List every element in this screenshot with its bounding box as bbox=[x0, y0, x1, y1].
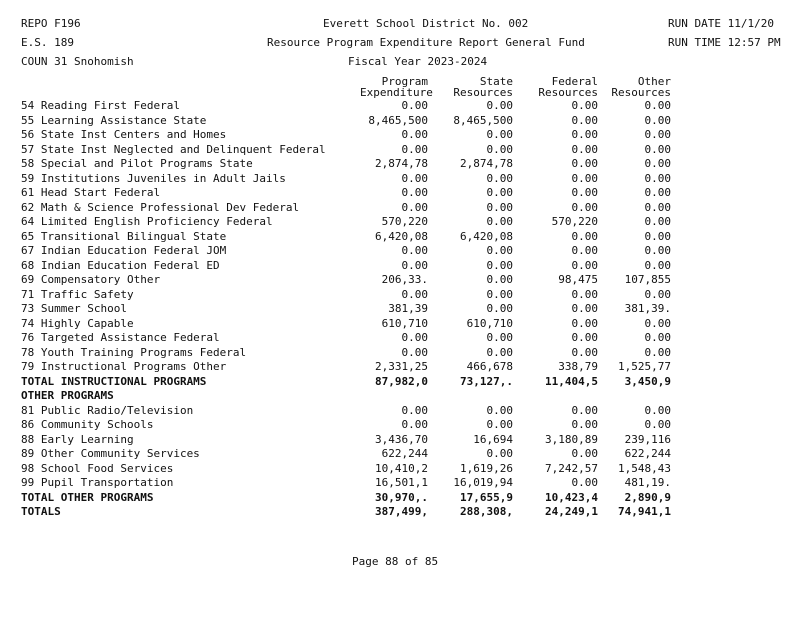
row-label: 58 Special and Pilot Programs State bbox=[21, 157, 253, 170]
cell-federal: 0.00 bbox=[571, 258, 598, 272]
cell-state: 6,420,08 bbox=[460, 229, 513, 243]
row-label: 86 Community Schools bbox=[21, 418, 154, 431]
cell-other: 0.00 bbox=[644, 142, 671, 156]
report-id: REPO F196 bbox=[21, 17, 81, 30]
row-label: 54 Reading First Federal bbox=[21, 99, 180, 112]
column-header-federal: Federal bbox=[551, 75, 598, 88]
cell-program: 610,710 bbox=[381, 316, 428, 330]
cell-program: 0.00 bbox=[401, 287, 428, 301]
run-time: RUN TIME 12:57 PM bbox=[668, 36, 781, 49]
county: COUN 31 Snohomish bbox=[21, 55, 134, 68]
cell-state: 17,655,9 bbox=[460, 490, 513, 504]
cell-federal: 0.00 bbox=[571, 345, 598, 359]
cell-program: 0.00 bbox=[401, 418, 428, 431]
cell-other: 0.00 bbox=[644, 345, 671, 359]
cell-program: 8,465,500 bbox=[368, 113, 428, 127]
cell-state: 0.00 bbox=[486, 258, 513, 272]
cell-state: 2,874,78 bbox=[460, 157, 513, 170]
cell-program: 6,420,08 bbox=[375, 229, 428, 243]
column-header-federal-sub: Resources bbox=[538, 86, 598, 99]
column-header-state: State bbox=[479, 75, 513, 88]
run-date: RUN DATE 11/1/20 bbox=[668, 17, 774, 30]
cell-program: 0.00 bbox=[401, 171, 428, 185]
cell-federal: 10,423,4 bbox=[545, 490, 598, 504]
row-label: TOTALS bbox=[21, 505, 61, 518]
cell-other: 0.00 bbox=[644, 331, 671, 344]
cell-state: 0.00 bbox=[486, 244, 513, 257]
cell-program: 2,331,25 bbox=[375, 360, 428, 373]
cell-federal: 0.00 bbox=[571, 316, 598, 330]
cell-other: 239,116 bbox=[624, 432, 671, 446]
row-label: TOTAL INSTRUCTIONAL PROGRAMS bbox=[21, 374, 207, 388]
cell-federal: 11,404,5 bbox=[545, 374, 598, 388]
cell-state: 0.00 bbox=[486, 331, 513, 344]
cell-federal: 7,242,57 bbox=[545, 461, 598, 475]
cell-state: 0.00 bbox=[486, 215, 513, 228]
cell-other: 0.00 bbox=[644, 99, 671, 112]
row-label: OTHER PROGRAMS bbox=[21, 389, 114, 402]
cell-state: 0.00 bbox=[486, 418, 513, 431]
column-header-program: Program bbox=[381, 75, 428, 88]
cell-program: 87,982,0 bbox=[375, 374, 428, 388]
cell-other: 0.00 bbox=[644, 258, 671, 272]
es-number: E.S. 189 bbox=[21, 36, 74, 49]
cell-program: 0.00 bbox=[401, 99, 428, 112]
cell-program: 30,970,. bbox=[375, 490, 428, 504]
row-label: 71 Traffic Safety bbox=[21, 287, 134, 301]
cell-state: 0.00 bbox=[486, 200, 513, 214]
cell-other: 0.00 bbox=[644, 171, 671, 185]
cell-federal: 0.00 bbox=[571, 418, 598, 431]
row-label: 61 Head Start Federal bbox=[21, 186, 161, 199]
cell-state: 8,465,500 bbox=[453, 113, 513, 127]
cell-state: 0.00 bbox=[486, 447, 513, 460]
cell-other: 0.00 bbox=[644, 200, 671, 214]
row-label: 78 Youth Training Programs Federal bbox=[21, 345, 247, 359]
cell-program: 0.00 bbox=[401, 258, 428, 272]
row-label: TOTAL OTHER PROGRAMS bbox=[21, 490, 154, 504]
cell-federal: 0.00 bbox=[571, 476, 598, 489]
cell-program: 622,244 bbox=[381, 447, 428, 460]
cell-state: 0.00 bbox=[486, 186, 513, 199]
cell-federal: 0.00 bbox=[571, 331, 598, 344]
cell-program: 0.00 bbox=[401, 331, 428, 344]
row-label: 64 Limited English Proficiency Federal bbox=[21, 215, 273, 228]
cell-other: 0.00 bbox=[644, 186, 671, 199]
cell-federal: 570,220 bbox=[551, 215, 598, 228]
cell-other: 0.00 bbox=[644, 403, 671, 417]
row-label: 65 Transitional Bilingual State bbox=[21, 229, 227, 243]
cell-program: 387,499, bbox=[375, 505, 428, 518]
cell-program: 0.00 bbox=[401, 403, 428, 417]
district-name: Everett School District No. 002 bbox=[323, 17, 529, 30]
column-header-program-sub: Expenditure bbox=[360, 86, 433, 99]
cell-other: 381,39. bbox=[624, 302, 671, 315]
cell-federal: 0.00 bbox=[571, 171, 598, 185]
page-number: Page 88 of 85 bbox=[352, 555, 439, 568]
cell-other: 481,19. bbox=[624, 476, 671, 489]
cell-other: 0.00 bbox=[644, 244, 671, 257]
row-label: 99 Pupil Transportation bbox=[21, 476, 174, 489]
cell-federal: 0.00 bbox=[571, 403, 598, 417]
cell-federal: 0.00 bbox=[571, 229, 598, 243]
cell-other: 0.00 bbox=[644, 215, 671, 228]
column-header-state-sub: Resources bbox=[453, 86, 513, 99]
cell-other: 1,548,43 bbox=[618, 461, 671, 475]
cell-other: 622,244 bbox=[624, 447, 671, 460]
cell-program: 0.00 bbox=[401, 345, 428, 359]
cell-state: 73,127,. bbox=[460, 374, 513, 388]
cell-federal: 0.00 bbox=[571, 447, 598, 460]
cell-state: 0.00 bbox=[486, 171, 513, 185]
row-label: 67 Indian Education Federal JOM bbox=[21, 244, 227, 257]
cell-other: 0.00 bbox=[644, 316, 671, 330]
row-label: 62 Math & Science Professional Dev Federal bbox=[21, 200, 300, 214]
cell-state: 288,308, bbox=[460, 505, 513, 518]
cell-state: 1,619,26 bbox=[460, 461, 513, 475]
cell-program: 10,410,2 bbox=[375, 461, 428, 475]
cell-federal: 0.00 bbox=[571, 128, 598, 141]
cell-program: 3,436,70 bbox=[375, 432, 428, 446]
row-label: 68 Indian Education Federal ED bbox=[21, 258, 220, 272]
cell-state: 610,710 bbox=[466, 316, 513, 330]
cell-federal: 3,180,89 bbox=[545, 432, 598, 446]
cell-other: 2,890,9 bbox=[624, 490, 671, 504]
cell-state: 0.00 bbox=[486, 273, 513, 286]
cell-state: 466,678 bbox=[466, 360, 513, 373]
cell-program: 2,874,78 bbox=[375, 157, 428, 170]
row-label: 88 Early Learning bbox=[21, 432, 134, 446]
row-label: 73 Summer School bbox=[21, 302, 127, 315]
cell-federal: 98,475 bbox=[558, 273, 598, 286]
cell-program: 0.00 bbox=[401, 128, 428, 141]
cell-federal: 0.00 bbox=[571, 99, 598, 112]
cell-program: 0.00 bbox=[401, 200, 428, 214]
row-label: 74 Highly Capable bbox=[21, 316, 134, 330]
column-header-other-sub: Resources bbox=[611, 86, 671, 99]
cell-state: 0.00 bbox=[486, 128, 513, 141]
cell-federal: 0.00 bbox=[571, 142, 598, 156]
cell-state: 16,694 bbox=[473, 432, 513, 446]
cell-state: 0.00 bbox=[486, 287, 513, 301]
cell-federal: 0.00 bbox=[571, 244, 598, 257]
cell-program: 206,33. bbox=[381, 273, 428, 286]
cell-federal: 338,79 bbox=[558, 360, 598, 373]
cell-federal: 0.00 bbox=[571, 157, 598, 170]
cell-federal: 0.00 bbox=[571, 200, 598, 214]
cell-program: 0.00 bbox=[401, 142, 428, 156]
row-label: 89 Other Community Services bbox=[21, 447, 200, 460]
cell-program: 0.00 bbox=[401, 244, 428, 257]
cell-other: 107,855 bbox=[624, 273, 671, 286]
cell-state: 16,019,94 bbox=[453, 476, 513, 489]
row-label: 79 Instructional Programs Other bbox=[21, 360, 227, 373]
cell-state: 0.00 bbox=[486, 142, 513, 156]
cell-program: 0.00 bbox=[401, 186, 428, 199]
row-label: 81 Public Radio/Television bbox=[21, 403, 194, 417]
cell-state: 0.00 bbox=[486, 403, 513, 417]
cell-other: 0.00 bbox=[644, 229, 671, 243]
cell-other: 1,525,77 bbox=[618, 360, 671, 373]
cell-federal: 0.00 bbox=[571, 302, 598, 315]
cell-federal: 24,249,1 bbox=[545, 505, 598, 518]
row-label: 59 Institutions Juveniles in Adult Jails bbox=[21, 171, 286, 185]
cell-federal: 0.00 bbox=[571, 113, 598, 127]
cell-program: 570,220 bbox=[381, 215, 428, 228]
cell-other: 0.00 bbox=[644, 418, 671, 431]
row-label: 69 Compensatory Other bbox=[21, 273, 161, 286]
column-header-other: Other bbox=[637, 75, 671, 88]
cell-state: 0.00 bbox=[486, 99, 513, 112]
row-label: 55 Learning Assistance State bbox=[21, 113, 207, 127]
cell-program: 16,501,1 bbox=[375, 476, 428, 489]
cell-other: 0.00 bbox=[644, 287, 671, 301]
cell-other: 0.00 bbox=[644, 157, 671, 170]
row-label: 98 School Food Services bbox=[21, 461, 174, 475]
cell-state: 0.00 bbox=[486, 302, 513, 315]
fiscal-year: Fiscal Year 2023-2024 bbox=[348, 55, 488, 68]
cell-other: 3,450,9 bbox=[624, 374, 671, 388]
cell-other: 74,941,1 bbox=[618, 505, 671, 518]
cell-federal: 0.00 bbox=[571, 186, 598, 199]
row-label: 76 Targeted Assistance Federal bbox=[21, 331, 220, 344]
cell-program: 381,39 bbox=[388, 302, 428, 315]
row-label: 56 State Inst Centers and Homes bbox=[21, 128, 227, 141]
report-title: Resource Program Expenditure Report General Fund bbox=[267, 36, 585, 49]
cell-other: 0.00 bbox=[644, 113, 671, 127]
cell-other: 0.00 bbox=[644, 128, 671, 141]
cell-federal: 0.00 bbox=[571, 287, 598, 301]
cell-state: 0.00 bbox=[486, 345, 513, 359]
row-label: 57 State Inst Neglected and Delinquent Federal bbox=[21, 142, 326, 156]
